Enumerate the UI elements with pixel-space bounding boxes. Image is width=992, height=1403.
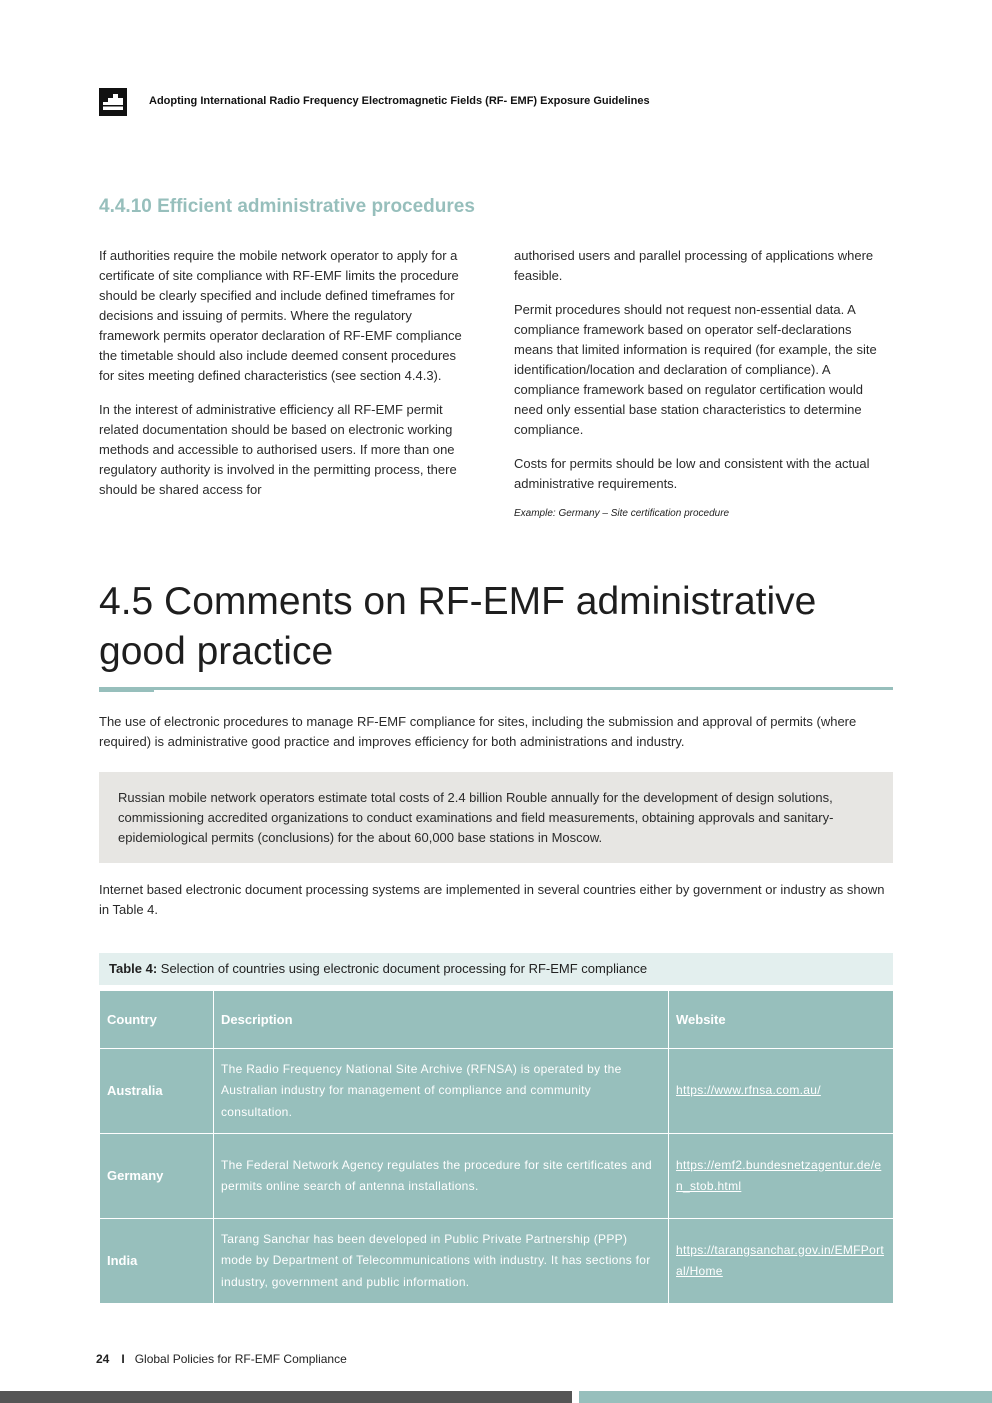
website-cell bbox=[669, 1219, 894, 1304]
right-column bbox=[514, 246, 894, 524]
callout-box: Russian mobile network operators estimate total costs of 2.4 billion Rouble annually for the development of design solutions, commissioning accredited organizations to conduct examinations and field measurements, obtaining approvals and sanitary-epidemiological permits (conclusions) for the about 60,000 base stations in Moscow. bbox=[99, 772, 893, 863]
table-caption bbox=[99, 953, 893, 985]
country-cell: Germany bbox=[100, 1134, 214, 1219]
paragraph: In the interest of administrative efficiency all RF-EMF permit related documentation should be based on electronic working methods and accessible to authorised users. If more than one regulatory authority is involved in the permitting process, there should be shared access for bbox=[99, 402, 457, 497]
section-title: 4.5 Comments on RF-EMF administrative good practice bbox=[99, 580, 817, 673]
table-header-row bbox=[100, 991, 894, 1049]
paragraph: authorised users and parallel processing of applications where feasible. bbox=[514, 248, 874, 283]
table-caption-label: Table 4: bbox=[109, 961, 158, 976]
table-row bbox=[100, 1049, 894, 1134]
footer-separator: I bbox=[121, 1352, 125, 1366]
gsma-logo-icon bbox=[99, 88, 127, 116]
column-header-country: Country bbox=[100, 991, 214, 1049]
paragraph: Costs for permits should be low and consistent with the actual administrative requirements. bbox=[514, 456, 870, 491]
website-cell bbox=[669, 1049, 894, 1134]
publication-title: Global Policies for RF-EMF Compliance bbox=[134, 1352, 347, 1366]
page-header bbox=[99, 88, 899, 116]
left-column bbox=[99, 246, 474, 514]
website-link[interactable]: https://tarangsanchar.gov.in/EMFPortal/Home bbox=[676, 1242, 885, 1278]
website-cell bbox=[669, 1134, 894, 1219]
column-header-website: Website bbox=[669, 991, 894, 1049]
page-number: 24 bbox=[96, 1352, 110, 1366]
section-intro: The use of electronic procedures to manage RF-EMF compliance for sites, including the submission and approval of permits (where required) is administrative good practice and improves efficiency for both administrations and industry. bbox=[99, 714, 857, 749]
example-caption: Example: Germany – Site certification procedure bbox=[514, 508, 730, 519]
table-row bbox=[100, 1219, 894, 1304]
footer-bar-dark bbox=[0, 1391, 572, 1403]
header-title: Adopting International Radio Frequency Electromagnetic Fields (RF- EMF) Exposure Guidelines bbox=[149, 95, 650, 107]
table-row bbox=[100, 1134, 894, 1219]
country-cell: India bbox=[100, 1219, 214, 1304]
page-footer bbox=[96, 1352, 347, 1366]
description-cell: The Radio Frequency National Site Archive (RFNSA) is operated by the Australian industry for management of compliance and community consultation. bbox=[214, 1049, 669, 1134]
description-cell: Tarang Sanchar has been developed in Public Private Partnership (PPP) mode by Department of Telecommunications with industry. It has sections for industry, government and public information. bbox=[214, 1219, 669, 1304]
website-link[interactable]: https://emf2.bundesnetzagentur.de/en_stob.html bbox=[676, 1157, 882, 1193]
website-link[interactable]: https://www.rfnsa.com.au/ bbox=[676, 1083, 821, 1098]
section-intro-2: Internet based electronic document processing systems are implemented in several countries either by government or industry as shown in Table 4. bbox=[99, 882, 885, 917]
paragraph: If authorities require the mobile network operator to apply for a certificate of site compliance with RF-EMF limits the procedure should be clearly specified and include defined timeframes for decisions and issuing of permits. Where the regulatory framework permits operator declaration of RF-EMF compliance the timetable should also include deemed consent procedures for sites meeting defined characteristics (see section 4.4.3). bbox=[99, 248, 462, 383]
table-caption-text: Selection of countries using electronic document processing for RF-EMF compliance bbox=[157, 961, 648, 976]
countries-table bbox=[99, 990, 894, 1304]
column-header-description: Description bbox=[214, 991, 669, 1049]
country-cell: Australia bbox=[100, 1049, 214, 1134]
section-divider bbox=[99, 687, 893, 690]
subsection-heading: 4.4.10 Efficient administrative procedures bbox=[99, 196, 475, 217]
description-cell: The Federal Network Agency regulates the procedure for site certificates and permits online search of antenna installations. bbox=[214, 1134, 669, 1219]
footer-bar-teal bbox=[579, 1391, 992, 1403]
section-divider-accent bbox=[99, 687, 154, 692]
paragraph: Permit procedures should not request non-essential data. A compliance framework based on operator self-declarations means that limited information is required (for example, the site identification/location and declaration of compliance). A compliance framework based on regulator certification would need only essential base station characteristics to determine compliance. bbox=[514, 302, 877, 437]
